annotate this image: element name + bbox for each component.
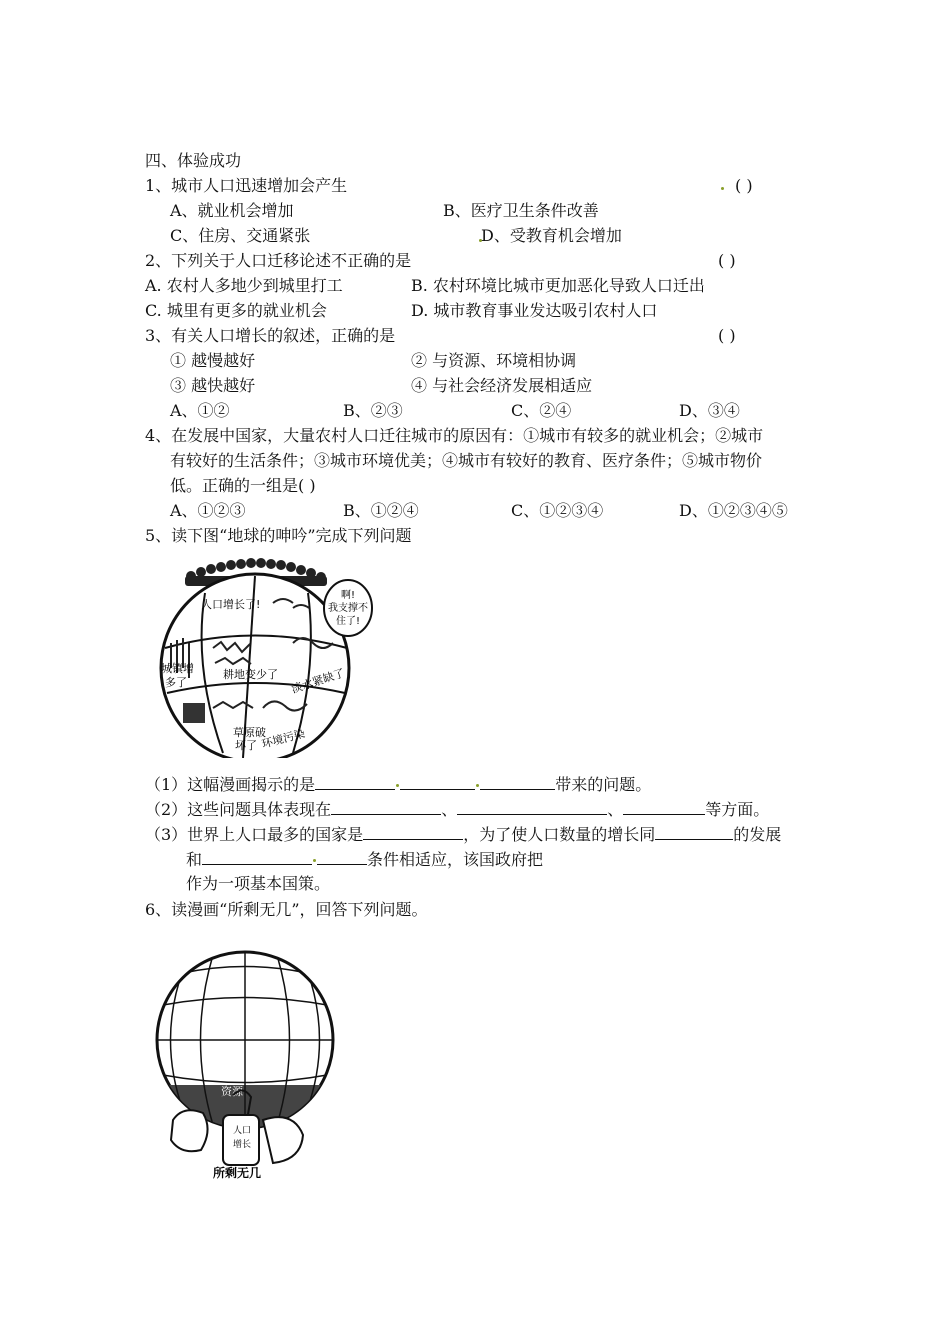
fig6-label: 人口 (233, 1126, 252, 1136)
q2-stem: 2、下列关于人口迁移论述不正确的是 (145, 251, 412, 270)
answer-blank[interactable] (457, 798, 607, 815)
q3-item-2: ② 与资源、环境相协调 (411, 351, 577, 370)
answer-blank[interactable] (202, 848, 312, 865)
fig5-label: 啊! (340, 590, 356, 601)
q2-option-a: A. 农村人多地少到城里打工 (145, 276, 343, 295)
q4-option-c: C、①②③④ (511, 501, 604, 520)
q3-item-1: ① 越慢越好 (170, 351, 256, 370)
answer-blank[interactable] (331, 798, 441, 815)
q3-option-c: C、②④ (511, 401, 572, 420)
fig5-label: 坏了 (235, 739, 257, 752)
q3-option-b: B、②③ (343, 401, 403, 420)
q4-option-b: B、①②④ (343, 501, 419, 520)
fig5-label: 耕地变少了 (223, 668, 278, 681)
q5-sub-3-end: 作为一项基本国策。 (186, 874, 331, 893)
answer-blank[interactable] (363, 823, 463, 840)
q1-option-a: A、就业机会增加 (170, 201, 294, 220)
fig6-label: 资源 (221, 1085, 243, 1098)
fig5-label: 淡水紧缺了 (289, 666, 347, 696)
earth-groaning-cartoon (143, 548, 375, 758)
remaining-few-cartoon (143, 945, 343, 1180)
fig5-label: 我支撑不 (328, 603, 368, 614)
q1-option-c: C、住房、交通紧张 (170, 226, 311, 245)
q5-sub-3-cont: 和 条件相适应，该国政府把 (186, 850, 544, 869)
q5-stem: 5、读下图“地球的呻吟”完成下列问题 (145, 526, 412, 545)
fig5-label: 住了! (335, 616, 361, 627)
q1-option-b: B、医疗卫生条件改善 (443, 201, 599, 220)
q4-line-1: 4、在发展中国家，大量农村人口迁往城市的原因有：①城市有较多的就业机会；②城市 (145, 426, 764, 445)
fig5-label: 人口增长了! (201, 598, 261, 611)
answer-blank[interactable] (623, 798, 705, 815)
fig5-label: 环境污染 (260, 726, 307, 751)
q5-sub-3: （3）世界上人口最多的国家是 ，为了使人口数量的增长同 的发展 (145, 825, 782, 844)
q1-option-d: D、受教育机会增加 (481, 226, 622, 245)
answer-blank[interactable] (317, 848, 367, 865)
q4-line-3: 低。正确的一组是( ) (170, 476, 316, 495)
q1-paren: ( ) (735, 176, 753, 195)
answer-blank[interactable] (315, 773, 395, 790)
answer-blank[interactable] (655, 823, 733, 840)
q2-option-d: D. 城市教育事业发达吸引农村人口 (411, 301, 658, 320)
q3-item-4: ④ 与社会经济发展相适应 (411, 376, 593, 395)
q4-option-d: D、①②③④⑤ (679, 501, 788, 520)
q3-option-d: D、③④ (679, 401, 740, 420)
answer-blank[interactable] (400, 773, 475, 790)
q3-paren: ( ) (718, 326, 736, 345)
section-title: 四、体验成功 (145, 151, 242, 170)
fig6-caption: 所剩无几 (213, 1166, 262, 1180)
q5-sub-2: （2）这些问题具体表现在 、 、 等方面。 (145, 800, 770, 819)
fig5-label: 草原破 (233, 726, 266, 739)
q2-option-b: B. 农村环境比城市更加恶化导致人口迁出 (411, 276, 705, 295)
q2-option-c: C. 城里有更多的就业机会 (145, 301, 327, 320)
speck-mark (721, 187, 724, 190)
q1-stem: 1、城市人口迅速增加会产生 (145, 176, 348, 195)
q4-option-a: A、①②③ (170, 501, 246, 520)
q3-item-3: ③ 越快越好 (170, 376, 256, 395)
q6-stem: 6、读漫画“所剩无几”，回答下列问题。 (145, 900, 428, 919)
fig5-label: 多了 (165, 676, 187, 689)
q4-line-2: 有较好的生活条件；③城市环境优美；④城市有较好的教育、医疗条件；⑤城市物价 (170, 451, 763, 470)
answer-blank[interactable] (480, 773, 555, 790)
q5-sub-1: （1）这幅漫画揭示的是 带来的问题。 (145, 775, 652, 794)
q3-stem: 3、有关人口增长的叙述，正确的是 (145, 326, 396, 345)
q2-paren: ( ) (718, 251, 736, 270)
q3-option-a: A、①② (170, 401, 230, 420)
fig5-label: 城镇增 (161, 662, 194, 675)
fig6-label: 增长 (233, 1140, 252, 1150)
